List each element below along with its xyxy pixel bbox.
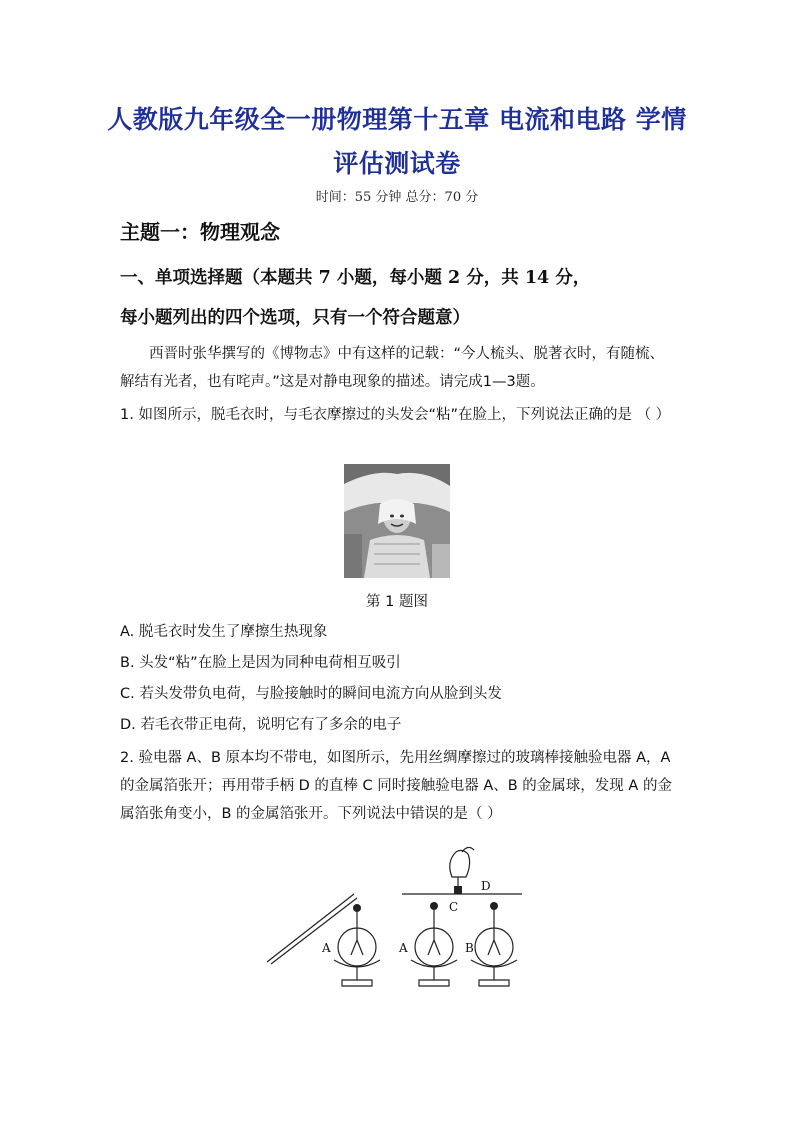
electroscope-diagram [262, 842, 532, 992]
question-1-figure-caption: 第 1 题图 [366, 594, 428, 610]
part-title-line-2: 每小题列出的四个选项，只有一个符合题意） [120, 308, 470, 328]
time-info: 时间：55 分钟 总分：70 分 [315, 190, 479, 205]
electroscope-a-middle [411, 908, 457, 986]
glass-rod [267, 894, 354, 962]
question-2-stem: 2. 验电器 A、B 原本均不带电，如图所示，先用丝绸摩擦过的玻璃棒接触验电器 A，A 的金属箔张开；再用带手柄 D 的直棒 C 同时接触验电器 A、B 的金属球，发现 A 的金属箔张角变小，B 的金属箔张开。下列说法中错误的是（ ） [120, 750, 672, 822]
question-2-figure [262, 842, 532, 992]
part-title [120, 258, 680, 338]
electroscope-b [471, 908, 517, 986]
label-d: D [481, 879, 491, 893]
section-title: 主题一：物理观念 [120, 220, 280, 244]
question-1-photo [344, 464, 450, 578]
part-title-line-1: 一、单项选择题（本题共 7 小题，每小题 2 分，共 14 分， [120, 268, 591, 288]
hand-d-icon [450, 850, 470, 877]
label-a-middle: A [399, 941, 408, 955]
question-1-option-a[interactable]: A. 脱毛衣时发生了摩擦生热现象 [120, 624, 328, 640]
sweater-photo-image [344, 464, 450, 578]
question-1-option-b[interactable]: B. 头发“粘”在脸上是因为同种电荷相互吸引 [120, 655, 401, 671]
intro-paragraph: 西晋时张华撰写的《博物志》中有这样的记载：“今人梳头、脱著衣时，有随梳、解结有光者，也有咤声。”这是对静电现象的描述。请完成1—3题。 [120, 346, 665, 390]
label-b: B [465, 941, 474, 955]
label-a-left: A [322, 941, 331, 955]
exam-title [100, 98, 694, 186]
question-1-option-d[interactable]: D. 若毛衣带正电荷，说明它有了多余的电子 [120, 717, 402, 733]
title-line-2: 评估测试卷 [333, 149, 461, 178]
title-line-1: 人教版九年级全一册物理第十五章 电流和电路 学情 [107, 105, 687, 134]
electroscope-a-left [334, 910, 380, 986]
question-1-stem: 1. 如图所示，脱毛衣时，与毛衣摩擦过的头发会“粘”在脸上，下列说法正确的是 （ ） [120, 407, 671, 423]
label-c: C [449, 900, 459, 914]
question-1-option-c[interactable]: C. 若头发带负电荷，与脸接触时的瞬间电流方向从脸到头发 [120, 686, 502, 702]
